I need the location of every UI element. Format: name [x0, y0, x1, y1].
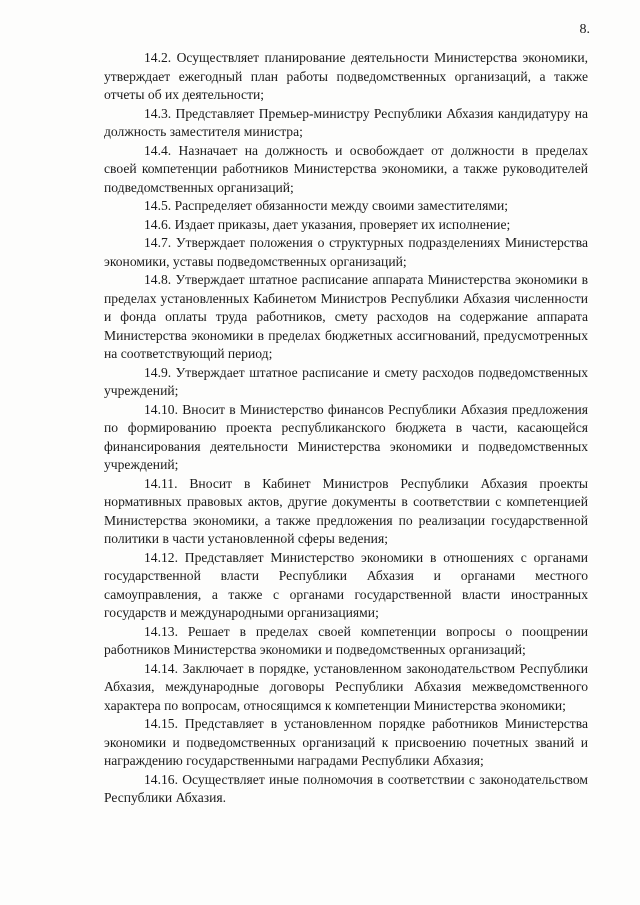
- document-body: [104, 49, 588, 808]
- paragraph-14-3: 14.3. Представляет Премьер-министру Республики Абхазия кандидатуру на должность заместителя министра;: [104, 105, 588, 139]
- paragraph-14-7: 14.7. Утверждает положения о структурных подразделениях Министерства экономики, уставы подведомственных организаций;: [104, 235, 588, 269]
- page-number: 8.: [579, 22, 590, 37]
- paragraph-14-8: 14.8. Утверждает штатное расписание аппарата Министерства экономики в пределах установленных Кабинетом Министров Республики Абхазия численности и фонда оплаты труда работников, смету расходов на содержание аппарата Министерства экономики в пределах бюджетных ассигнований, предусмотренных на соответствующий период;: [104, 272, 588, 361]
- paragraph-14-15: 14.15. Представляет в установленном порядке работников Министерства экономики и подведомственных организаций к присвоению почетных званий и награждению государственными наградами Республики Абхазия;: [104, 716, 588, 768]
- paragraph-14-2: 14.2. Осуществляет планирование деятельности Министерства экономики, утверждает ежегодный план работы подведомственных организаций, а также отчеты об их деятельности;: [104, 50, 588, 102]
- paragraph-14-14: 14.14. Заключает в порядке, установленном законодательством Республики Абхазия, международные договоры Республики Абхазия межведомственного характера по вопросам, относящимся к компетенции Министерства экономики;: [104, 660, 588, 713]
- paragraph-14-16: 14.16. Осуществляет иные полномочия в соответствии с законодательством Республики Абхазия.: [104, 771, 588, 805]
- paragraph-14-9: 14.9. Утверждает штатное расписание и смету расходов подведомственных учреждений;: [104, 364, 588, 398]
- paragraph-14-10: 14.10. Вносит в Министерство финансов Республики Абхазия предложения по формированию проекта республиканского бюджета в части, касающейся финансирования деятельности Министерства экономики и подведомственных учреждений;: [104, 401, 588, 472]
- paragraph-14-6: 14.6. Издает приказы, дает указания, проверяет их исполнение;: [144, 216, 511, 232]
- paragraph-14-4: 14.4. Назначает на должность и освобождает от должности в пределах своей компетенции работников Министерства экономики, а также руководителей подведомственных организаций;: [104, 142, 588, 195]
- paragraph-14-5: 14.5. Распределяет обязанности между своими заместителями;: [144, 198, 508, 213]
- paragraph-14-11: 14.11. Вносит в Кабинет Министров Республики Абхазия проекты нормативных правовых актов, другие документы в соответствии с компетенцией Министерства экономики, а также предложения по реализации государственной политики в части установленной сферы ведения;: [104, 475, 588, 546]
- paragraph-14-12: 14.12. Представляет Министерство экономики в отношениях с органами государственной власти Республики Абхазия и органами местного самоуправления, а также с органами государственной власти иностранных государств и международными организациями;: [104, 549, 588, 620]
- paragraph-14-13: 14.13. Решает в пределах своей компетенции вопросы о поощрении работников Министерства экономики и подведомственных организаций;: [104, 623, 588, 657]
